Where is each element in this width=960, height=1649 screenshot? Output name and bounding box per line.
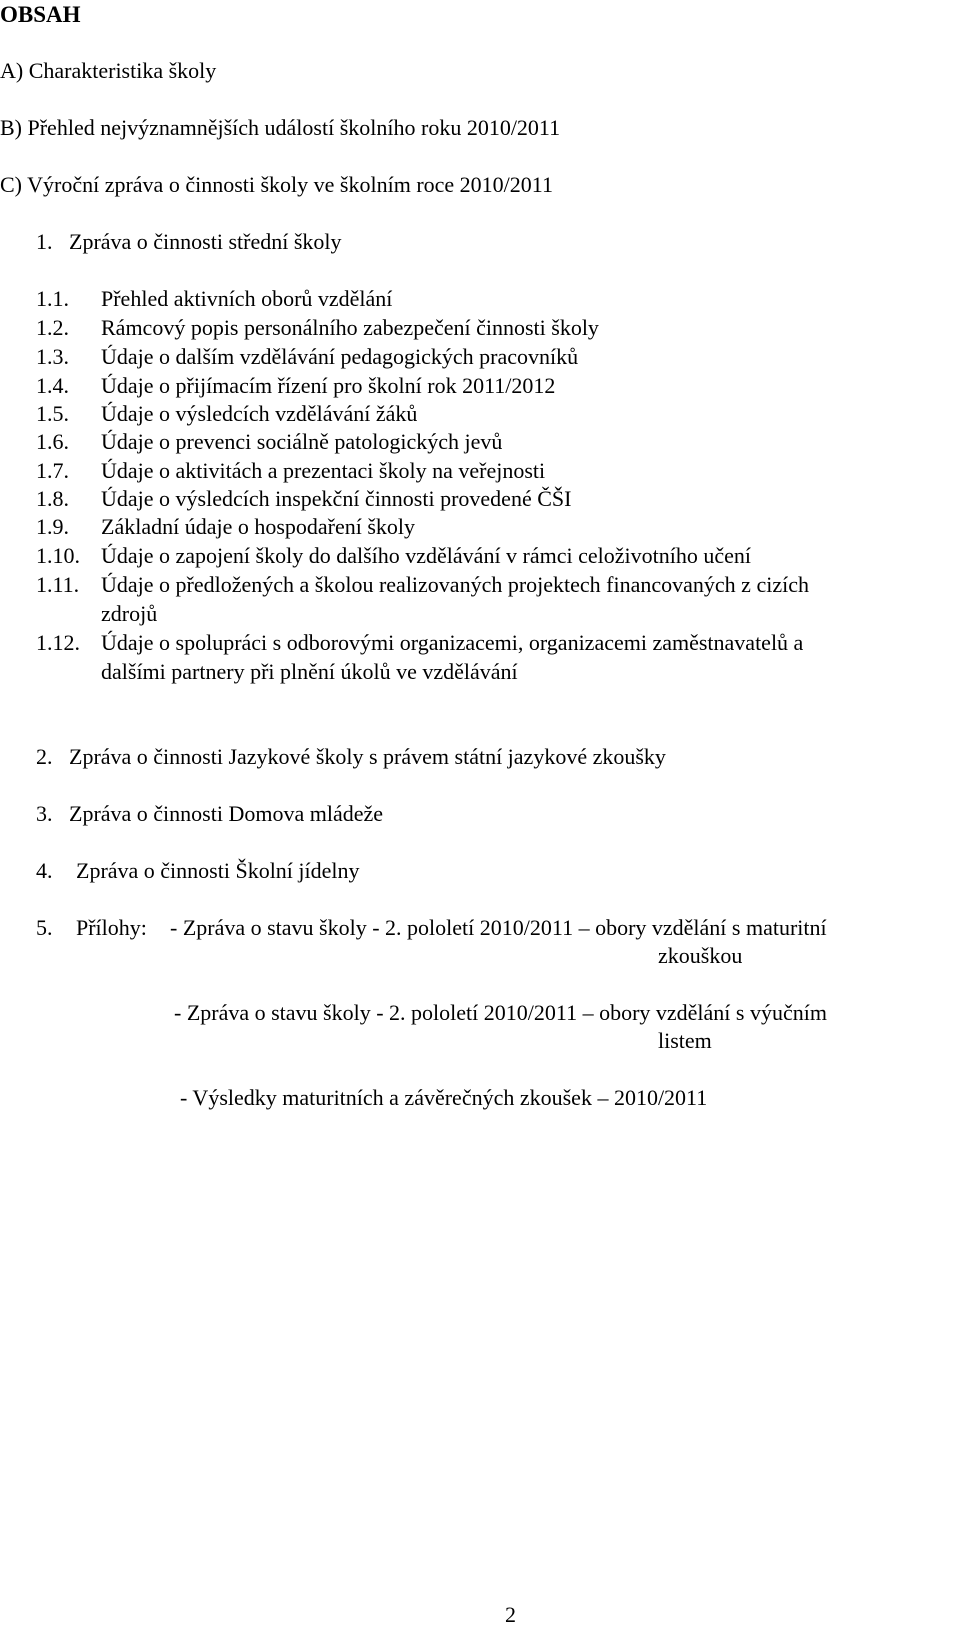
part-3-number: 3. bbox=[36, 801, 53, 826]
part-4-number: 4. bbox=[36, 858, 53, 883]
toc-item-number: 1.6. bbox=[36, 429, 69, 454]
toc-item-text: Základní údaje o hospodaření školy bbox=[101, 514, 416, 539]
toc-item-text-continuation: zdrojů bbox=[101, 601, 158, 626]
toc-item-text: Rámcový popis personálního zabezpečení činnosti školy bbox=[101, 315, 599, 340]
page-title: OBSAH bbox=[0, 2, 81, 27]
toc-item-text: Údaje o spolupráci s odborovými organizacemi, organizacemi zaměstnavatelů a bbox=[101, 630, 804, 655]
toc-item-text: Údaje o prevenci sociálně patologických jevů bbox=[101, 429, 503, 454]
attachment-item-continuation: zkouškou bbox=[658, 943, 743, 968]
toc-item-number: 1.2. bbox=[36, 315, 69, 340]
section-a: A) Charakteristika školy bbox=[0, 58, 217, 83]
part-3-title: Zpráva o činnosti Domova mládeže bbox=[69, 801, 384, 826]
toc-item-text: Přehled aktivních oborů vzdělání bbox=[101, 286, 393, 311]
toc-item-number: 1.10. bbox=[36, 543, 80, 568]
attachment-item: - Zpráva o stavu školy - 2. pololetí 2010/2011 – obory vzdělání s maturitní bbox=[170, 915, 827, 940]
toc-item-text: Údaje o předložených a školou realizovaných projektech financovaných z cizích bbox=[101, 572, 809, 597]
part-2-title: Zpráva o činnosti Jazykové školy s právem státní jazykové zkoušky bbox=[69, 744, 666, 769]
toc-item-text: Údaje o výsledcích inspekční činnosti provedené ČŠI bbox=[101, 486, 572, 511]
toc-item-number: 1.4. bbox=[36, 373, 69, 398]
toc-item-number: 1.8. bbox=[36, 486, 69, 511]
section-b: B) Přehled nejvýznamnějších událostí školního roku 2010/2011 bbox=[0, 115, 561, 140]
toc-item-number: 1.5. bbox=[36, 401, 69, 426]
toc-item-text: Údaje o aktivitách a prezentaci školy na veřejnosti bbox=[101, 458, 546, 483]
toc-item-text: Údaje o zapojení školy do dalšího vzdělávání v rámci celoživotního učení bbox=[101, 543, 752, 568]
toc-item-number: 1.12. bbox=[36, 630, 80, 655]
toc-item-text: Údaje o dalším vzdělávání pedagogických pracovníků bbox=[101, 344, 579, 369]
part-1-number: 1. bbox=[36, 229, 53, 254]
toc-item-number: 1.11. bbox=[36, 572, 80, 597]
attachment-item: - Zpráva o stavu školy - 2. pololetí 2010/2011 – obory vzdělání s výučním bbox=[174, 1000, 827, 1025]
toc-item-text: Údaje o výsledcích vzdělávání žáků bbox=[101, 401, 418, 426]
toc-item-text-continuation: dalšími partnery při plnění úkolů ve vzdělávání bbox=[101, 659, 518, 684]
attachment-item-continuation: listem bbox=[658, 1028, 712, 1053]
section-c: C) Výroční zpráva o činnosti školy ve školním roce 2010/2011 bbox=[0, 172, 553, 197]
toc-item-number: 1.9. bbox=[36, 514, 69, 539]
part-2-number: 2. bbox=[36, 744, 53, 769]
attachment-item: - Výsledky maturitních a závěrečných zkoušek – 2010/2011 bbox=[180, 1085, 708, 1110]
toc-item-text: Údaje o přijímacím řízení pro školní rok 2011/2012 bbox=[101, 373, 556, 398]
part-1-title: Zpráva o činnosti střední školy bbox=[69, 229, 342, 254]
part-4-title: Zpráva o činnosti Školní jídelny bbox=[76, 858, 360, 883]
toc-item-number: 1.3. bbox=[36, 344, 69, 369]
page-number: 2 bbox=[505, 1602, 516, 1627]
attachments-label: Přílohy: bbox=[76, 915, 147, 940]
toc-item-number: 1.7. bbox=[36, 458, 69, 483]
toc-item-number: 1.1. bbox=[36, 286, 69, 311]
part-5-number: 5. bbox=[36, 915, 53, 940]
